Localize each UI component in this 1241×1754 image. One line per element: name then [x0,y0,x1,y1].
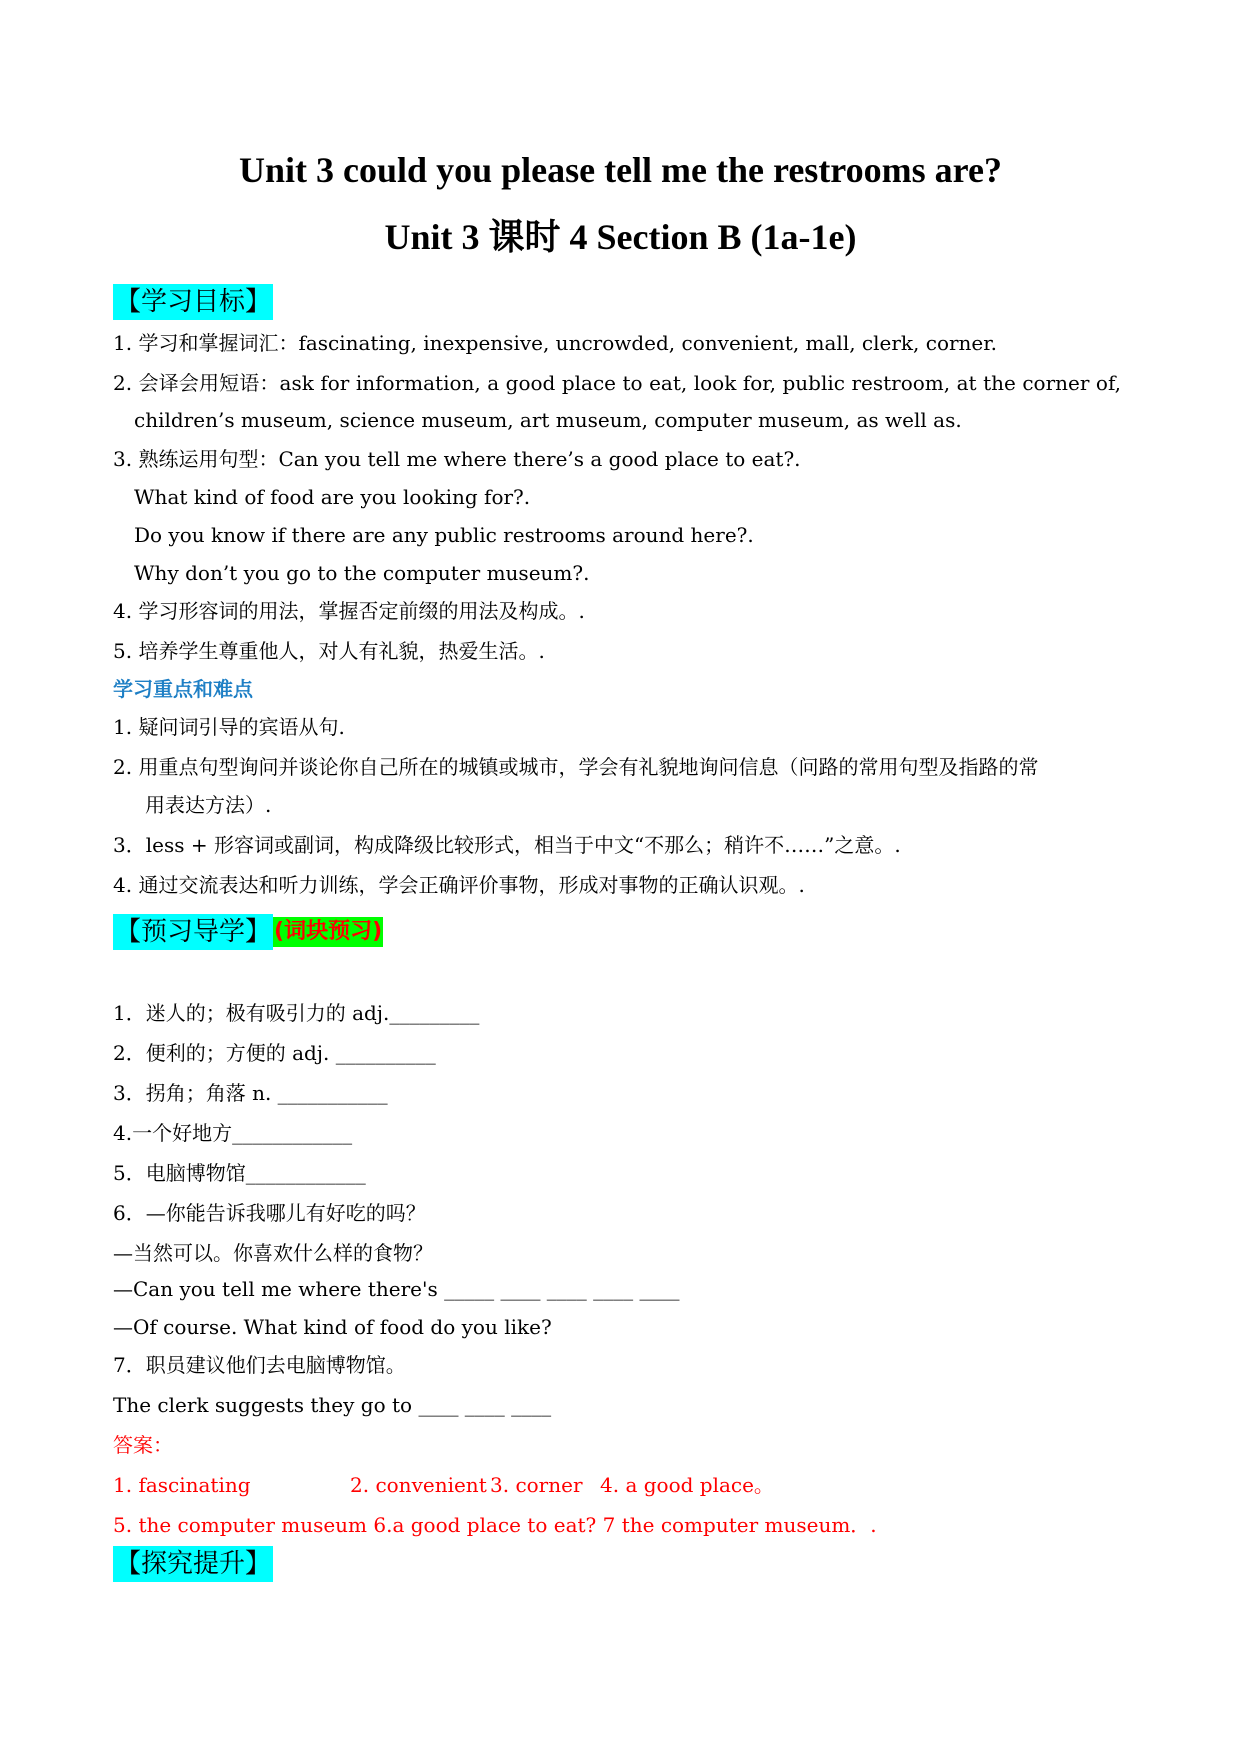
objective-item-2: 2. 会译会用短语：ask for information, a good place to eat, look for, public restroom, at the corner of, [113,371,1121,395]
preview-heading [113,914,383,950]
exercise-dialog-1: —当然可以。你喜欢什么样的食物？ [113,1241,433,1265]
objective-sentence-2: Do you know if there are any public restrooms around here?. [134,523,754,547]
key-point-2: 2. 用重点句型询问并谈论你自己所在的城镇或城市，学会有礼貌地询问信息（问路的常用句型及指路的常 [113,755,1039,779]
objective-item-2-cont: children’s museum, science museum, art museum, computer museum, as well as. [134,408,962,432]
exercise-item-6: 6．—你能告诉我哪儿有好吃的吗？ [113,1201,426,1225]
exercise-item-7: 7．职员建议他们去电脑博物馆。 [113,1353,406,1377]
unit-title: Unit 3 could you please tell me the restrooms are? [239,150,1002,190]
answer-label: 答案： [113,1433,173,1457]
heading-highlight: 【预习导学】 [113,914,273,950]
objective-item-1: 1. 学习和掌握词汇：fascinating, inexpensive, uncrowded, convenient, mall, clerk, corner. [113,331,997,355]
lesson-title: Unit 3 课时 4 Section B (1a-1e) [384,217,857,257]
exercise-dialog-2: —Can you tell me where there's _____ ____ ____ ____ ____ [113,1277,680,1301]
key-point-1: 1. 疑问词引导的宾语从句. [113,715,345,739]
key-point-4: 4. 通过交流表达和听力训练，学会正确评价事物，形成对事物的正确认识观。. [113,873,805,897]
answer-1: 1. fascinating [113,1473,251,1497]
vocab-preview-tag: (词块预习) [273,917,383,947]
answer-4: 4. a good place。 [600,1473,774,1497]
key-point-3: 3．less + 形容词或副词，构成降级比较形式，相当于中文“不那么；稍许不……”之意。. [113,833,901,857]
objective-sentence-1: What kind of food are you looking for?. [134,485,531,509]
explore-heading [113,1546,273,1582]
answer-2: 2. convenient [350,1473,487,1497]
learning-objectives-heading [113,284,273,320]
exercise-item-3: 3．拐角；角落 n. ___________ [113,1081,388,1105]
objective-item-5: 5. 培养学生尊重他人，对人有礼貌，热爱生活。. [113,639,545,663]
exercise-item-5: 5．电脑博物馆____________ [113,1161,366,1185]
heading-highlight: 【探究提升】 [113,1546,273,1582]
key-points-heading: 学习重点和难点 [113,677,253,701]
exercise-item-4: 4.一个好地方____________ [113,1121,353,1145]
exercise-item-7-en: The clerk suggests they go to ____ ____ ____ [113,1393,552,1417]
objective-item-4: 4. 学习形容词的用法，掌握否定前缀的用法及构成。. [113,599,585,623]
answer-3: 3. corner [490,1473,583,1497]
objective-sentence-3: Why don’t you go to the computer museum?. [134,561,590,585]
exercise-item-1: 1．迷人的；极有吸引力的 adj._________ [113,1001,480,1025]
answers-row-2: 5. the computer museum 6.a good place to eat? 7 the computer museum．. [113,1513,877,1537]
objective-item-3: 3. 熟练运用句型：Can you tell me where there’s a good place to eat?. [113,447,801,471]
heading-highlight: 【学习目标】 [113,284,273,320]
exercise-dialog-3: —Of course. What kind of food do you like? [113,1315,552,1339]
exercise-item-2: 2．便利的；方便的 adj. __________ [113,1041,436,1065]
key-point-2-cont: 用表达方法）. [145,793,272,817]
